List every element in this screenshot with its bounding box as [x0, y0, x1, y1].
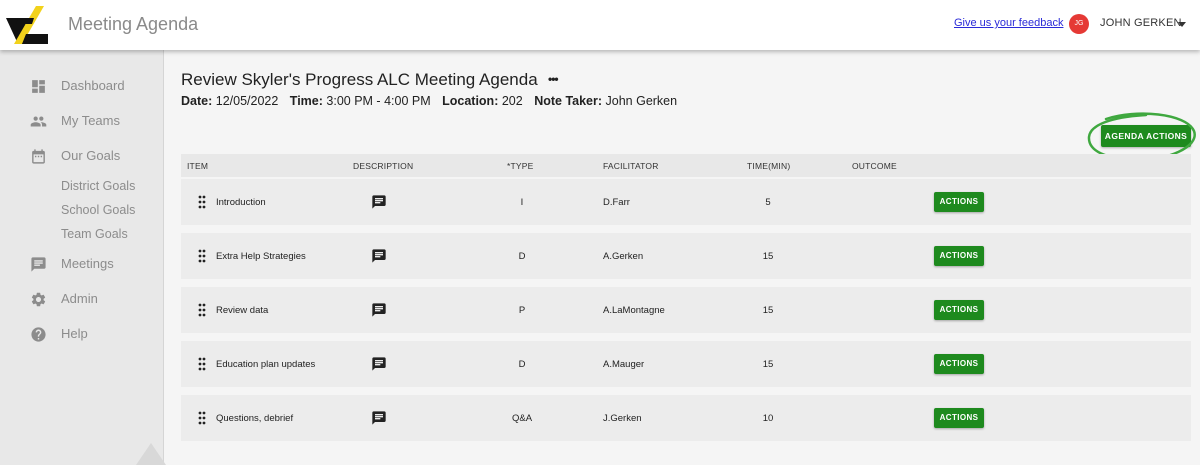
sidebar	[0, 50, 164, 465]
meeting-location: 202	[501, 94, 523, 108]
agenda-item-type: P	[518, 305, 526, 316]
chat-icon	[30, 256, 47, 273]
description-icon[interactable]	[371, 248, 387, 264]
table-row	[181, 179, 1191, 225]
agenda-item-facilitator: D.Farr	[603, 197, 630, 208]
table-row	[181, 395, 1191, 441]
row-actions-button[interactable]: ACTIONS	[934, 246, 984, 266]
agenda-item-facilitator: A.Mauger	[603, 359, 645, 370]
feedback-link[interactable]: Give us your feedback	[954, 17, 1064, 29]
dashboard-icon	[30, 78, 47, 95]
agenda-item-facilitator: J.Gerken	[603, 413, 642, 424]
sidebar-subitem-team-goals[interactable]: Team Goals	[61, 227, 128, 241]
sidebar-item-my-teams[interactable]	[0, 106, 164, 136]
chevron-down-icon[interactable]	[1178, 22, 1186, 27]
sidebar-item-label: Dashboard	[61, 78, 125, 93]
row-actions-button[interactable]: ACTIONS	[934, 300, 984, 320]
scroll-up-indicator	[136, 443, 166, 465]
sidebar-item-label: Help	[61, 326, 88, 341]
meeting-time: 3:00 PM - 4:00 PM	[326, 94, 431, 108]
table-row	[181, 233, 1191, 279]
avatar[interactable]: JG	[1069, 14, 1089, 34]
agenda-item-time: 5	[765, 197, 771, 208]
agenda-actions-button[interactable]: AGENDA ACTIONS	[1101, 125, 1191, 147]
table-header	[181, 154, 1191, 177]
app-logo[interactable]	[4, 4, 50, 46]
agenda-item-name: Questions, debrief	[216, 413, 294, 424]
sidebar-subitem-school-goals[interactable]: School Goals	[61, 203, 136, 217]
meeting-date: 12/05/2022	[215, 94, 279, 108]
column-header-type: *TYPE	[507, 161, 534, 171]
sidebar-item-label: My Teams	[61, 113, 120, 128]
agenda-item-type: I	[520, 197, 524, 208]
page-title: Review Skyler's Progress ALC Meeting Agenda	[181, 70, 538, 89]
sidebar-item-label: Meetings	[61, 256, 114, 271]
drag-handle-icon[interactable]	[198, 357, 206, 371]
table-row	[181, 287, 1191, 333]
description-icon[interactable]	[371, 194, 387, 210]
sidebar-item-help[interactable]	[0, 319, 164, 349]
sidebar-item-label: Our Goals	[61, 148, 121, 163]
row-actions-button[interactable]: ACTIONS	[934, 354, 984, 374]
agenda-item-type: D	[518, 251, 526, 262]
meeting-note-taker: John Gerken	[605, 94, 678, 108]
table-row	[181, 341, 1191, 387]
agenda-item-facilitator: A.LaMontagne	[603, 305, 665, 316]
column-header-outcome: OUTCOME	[852, 161, 897, 171]
description-icon[interactable]	[371, 410, 387, 426]
agenda-item-name: Extra Help Strategies	[216, 251, 306, 262]
top-bar	[0, 0, 1200, 50]
gear-icon	[30, 291, 47, 308]
meeting-meta	[181, 94, 677, 108]
description-icon[interactable]	[371, 356, 387, 372]
note-taker-label: Note Taker:	[534, 94, 603, 108]
column-header-time: TIME(MIN)	[747, 161, 791, 171]
agenda-item-type: Q&A	[511, 413, 533, 424]
column-header-description: DESCRIPTION	[353, 161, 414, 171]
agenda-item-time: 15	[762, 251, 774, 262]
agenda-item-name: Review data	[216, 305, 269, 316]
people-icon	[30, 113, 47, 130]
agenda-item-type: D	[518, 359, 526, 370]
drag-handle-icon[interactable]	[198, 249, 206, 263]
location-label: Location:	[442, 94, 499, 108]
sidebar-item-meetings[interactable]	[0, 249, 164, 279]
sidebar-item-dashboard[interactable]	[0, 71, 164, 101]
row-actions-button[interactable]: ACTIONS	[934, 192, 984, 212]
calendar-icon	[30, 148, 47, 165]
app-title: Meeting Agenda	[68, 14, 199, 34]
date-label: Date:	[181, 94, 213, 108]
drag-handle-icon[interactable]	[198, 195, 206, 209]
drag-handle-icon[interactable]	[198, 411, 206, 425]
sidebar-item-label: Admin	[61, 291, 98, 306]
help-icon	[30, 326, 47, 343]
user-name[interactable]: JOHN GERKEN	[1100, 17, 1182, 29]
agenda-item-facilitator: A.Gerken	[603, 251, 644, 262]
agenda-item-time: 10	[762, 413, 774, 424]
sidebar-subitem-district-goals[interactable]: District Goals	[61, 179, 136, 193]
sidebar-item-admin[interactable]	[0, 284, 164, 314]
agenda-item-name: Education plan updates	[216, 359, 316, 370]
more-options-icon[interactable]: •••	[548, 72, 558, 86]
agenda-item-time: 15	[762, 359, 774, 370]
sidebar-item-our-goals[interactable]	[0, 141, 164, 171]
column-header-item: ITEM	[187, 161, 209, 171]
drag-handle-icon[interactable]	[198, 303, 206, 317]
column-header-facilitator: FACILITATOR	[603, 161, 659, 171]
description-icon[interactable]	[371, 302, 387, 318]
agenda-item-time: 15	[762, 305, 774, 316]
time-label: Time:	[289, 94, 323, 108]
agenda-item-name: Introduction	[216, 197, 266, 208]
row-actions-button[interactable]: ACTIONS	[934, 408, 984, 428]
